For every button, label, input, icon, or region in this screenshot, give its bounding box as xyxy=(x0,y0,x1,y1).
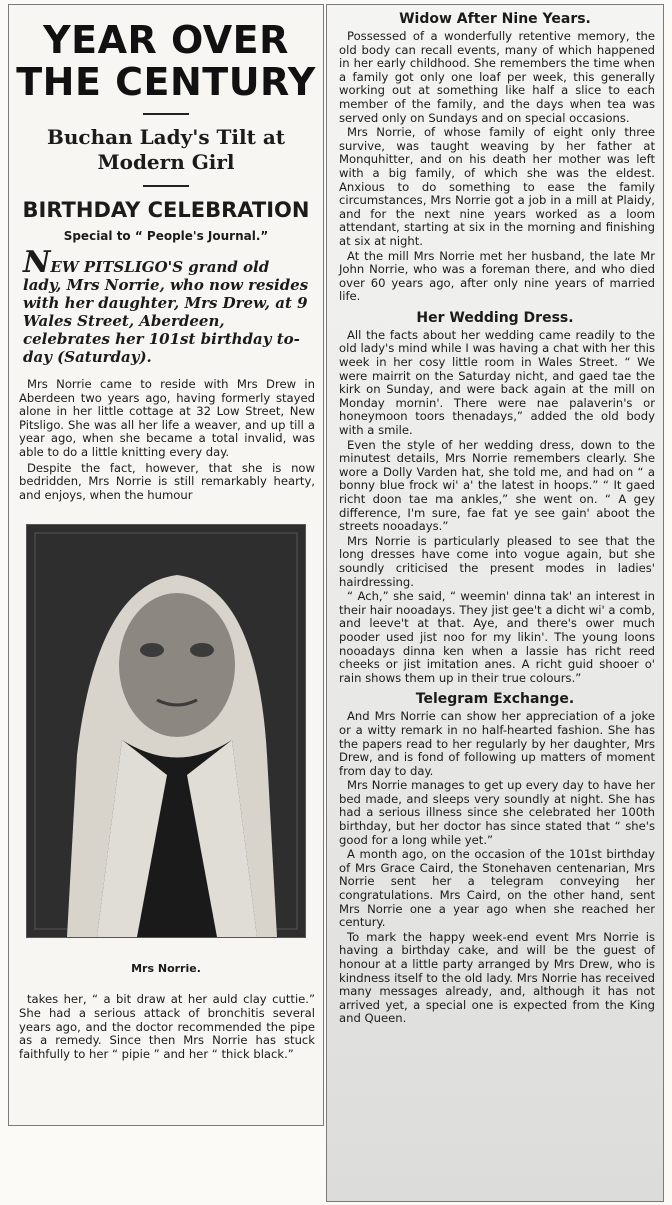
subheadline: Buchan Lady's Tilt at Modern Girl xyxy=(46,125,286,174)
intro-text: EW PITSLIGO'S grand old lady, Mrs Norrie, who now resides with her daughter, Mrs Drew, at 9 Wales Street, Aberdeen, celebrates her 101st birthday to-day (Saturday). xyxy=(23,258,309,366)
section-heading: Widow After Nine Years. xyxy=(399,11,591,27)
portrait-illustration xyxy=(27,525,305,937)
right-column xyxy=(326,4,664,1202)
section-heading: Telegram Exchange. xyxy=(415,691,575,708)
body-paragraph: To mark the happy week-end event Mrs Norrie is having a birthday cake, and will be the guest of honour at a little party arranged by Mrs Drew, who is kindness itself to the old lady. Mrs Norrie has received many messages already, and, although it has not arrived yet, a special one is expected from the King and Queen. xyxy=(339,929,655,1026)
drop-cap: N xyxy=(23,245,51,280)
body-paragraph: Even the style of her wedding dress, down to the minutest details, Mrs Norrie remembers clearly. She wore a Dolly Varden hat, she told me, and had on “ a bonny blue frock wi' a' the latest in hoops.” “ It gaed richt doon tae ma ankles,” she went on. “ A gey difference, I'm sure, fae fat ye see gain' aboot the streets nooadays.” xyxy=(339,437,655,534)
body-paragraph: At the mill Mrs Norrie met her husband, the late Mr John Norrie, who was a foreman there, and who died over 60 years ago, after only nine years of married life. xyxy=(339,248,655,304)
divider xyxy=(143,113,189,115)
photo-caption: Mrs Norrie. xyxy=(131,962,201,976)
intro-paragraph xyxy=(23,245,311,366)
body-paragraph: Mrs Norrie is particularly pleased to see that the long dresses have come into vogue again, but she soundly criticised the present modes in ladies' hairdressing. xyxy=(339,533,655,589)
portrait-photo xyxy=(26,524,306,938)
body-paragraph: “ Ach,” she said, “ weemin' dinna tak' an interest in their hair nooadays. They jist gee't a dicht wi' a comb, and leeve't at that. Aye, and there's ower much pooder used jist noo for my likin'. The young loons nooadays dinna ken when a lassie has richt reed cheeks or jist imitation anes. A richt guid shooer o' rain shows them up in their true colours.” xyxy=(339,589,655,685)
left-column xyxy=(8,4,324,1126)
body-paragraph: Mrs Norrie came to reside with Mrs Drew in Aberdeen two years ago, having formerly stayed alone in her little cottage at 32 Low Street, New Pitsligo. She was all her life a weaver, and up till a year ago, when she became a total invalid, was able to do a little knitting every day. xyxy=(19,377,315,459)
body-paragraph: All the facts about her wedding came readily to the old lady's mind while I was having a chat with her this week in her cosy little room in Wales Street. “ We were mairrit on the Saturday nicht, and gaed tae the kirk on Sunday, and were back again at the mill on Monday mornin'. There were nae palaverin's or honeymoon toors thenadays,” added the old body with a smile. xyxy=(339,327,655,438)
body-paragraph: takes her, “ a bit draw at her auld clay cuttie.” She had a serious attack of bronchitis several years ago, and the doctor recommended the pipe as a remedy. Since then Mrs Norrie has stuck faithfully to her “ pipie ” and her “ thick black.” xyxy=(19,992,315,1061)
body-paragraph: Mrs Norrie, of whose family of eight only three survive, was taught weaving by her father at Monquhitter, and on his death her mother was left with a big family, of which she was the eldest. Anxious to do something to ease the family circumstances, Mrs Norrie got a job in a mill at Plaidy, and for the next nine years worked as a loom attendant, starting at six in the morning and finishing at six at night. xyxy=(339,125,655,248)
headline: YEAR OVER THE CENTURY xyxy=(16,18,316,104)
body-paragraph: Possessed of a wonderfully retentive memory, the old body can recall events, many of which happened in her early childhood. She remembers the time when a family got only one loaf per week, this generally working out at something like half a slice to each member of the family, and the days when tea was served only on Sundays and on special occasions. xyxy=(339,29,655,125)
section-heading: Her Wedding Dress. xyxy=(416,309,574,326)
divider xyxy=(143,185,189,187)
body-paragraph: And Mrs Norrie can show her appreciation of a joke or a witty remark in no half-hearted fashion. She has the papers read to her regularly by her daughter, Mrs Drew, and is fond of following up matters of moment from day to day. xyxy=(339,709,655,778)
byline: Special to “ People's Journal.” xyxy=(63,229,269,243)
body-paragraph: A month ago, on the occasion of the 101st birthday of Mrs Grace Caird, the Stonehaven centenarian, Mrs Norrie sent her a telegram conveying her congratulations. Mrs Caird, on the other hand, sent Mrs Norrie one a year ago when she reached her century. xyxy=(339,847,655,930)
body-paragraph: Despite the fact, however, that she is now bedridden, Mrs Norrie is still remarkably hearty, and enjoys, when the humour xyxy=(19,460,315,502)
body-paragraph: Mrs Norrie manages to get up every day to have her bed made, and sleeps very soundly at night. She has had a serious illness since she celebrated her 100th birthday, but her doctor has since stated that “ she's good for a long while yet.” xyxy=(339,778,655,847)
subheadline-birthday: BIRTHDAY CELEBRATION xyxy=(22,198,310,222)
